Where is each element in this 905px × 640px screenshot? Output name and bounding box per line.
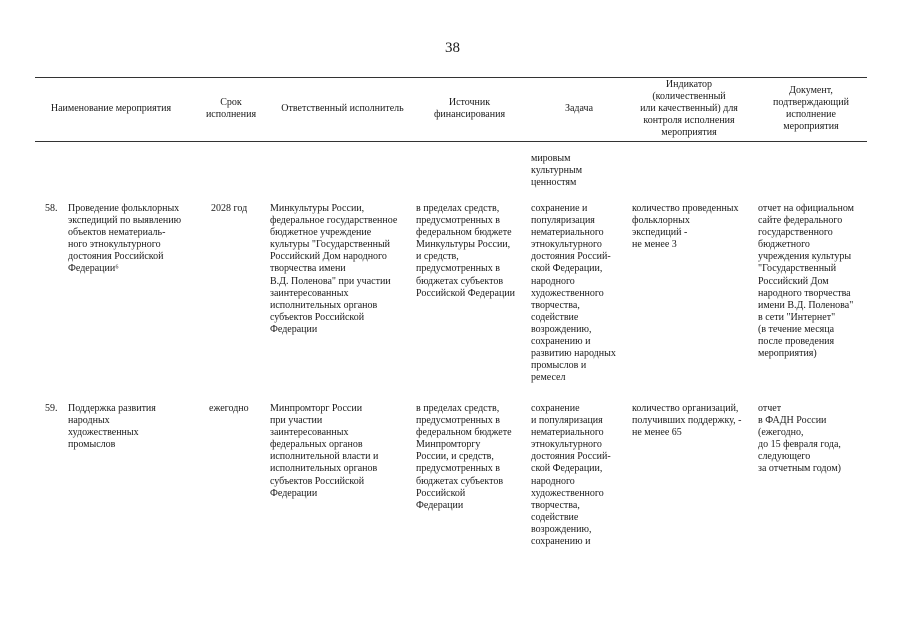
row-term: ежегодно: [209, 403, 249, 414]
table-header-rule: [35, 141, 867, 142]
row-executor: Минпромторг России при участии заинтересованных федеральных органов исполнительной власти и исполнительных органов субъектов Российской Федерации: [270, 403, 379, 499]
row-task: сохранение и популяризация нематериального этнокультурного достояния Россий- ской Федерации, народного художественного творчества, содействие возрождению, сохранению и развитию народных промыслов и ремесел: [531, 203, 616, 384]
row-name: Поддержка развития народных художественных промыслов: [68, 403, 156, 451]
continuation-task: мировым культурным ценностям: [531, 153, 583, 189]
row-term: 2028 год: [211, 203, 248, 214]
header-term: Срок исполнения: [205, 97, 257, 120]
header-executor: Ответственный исполнитель: [281, 103, 404, 114]
row-indicator: количество проведенных фольклорных экспедиций - не менее 3: [632, 203, 739, 251]
row-funding: в пределах средств, предусмотренных в федеральном бюджете Минпромторгу России, и средств, предусмотренных в бюджетах субъектов Российской Федерации: [416, 403, 512, 511]
row-number: 58.: [45, 203, 58, 214]
row-funding: в пределах средств, предусмотренных в федеральном бюджете Минкультуры России, и средств, предусмотренных в бюджетах субъектов Российской Федерации: [416, 203, 516, 299]
header-document: Документ, подтверждающий исполнение мероприятия: [773, 85, 849, 132]
table-top-rule: [35, 77, 867, 78]
row-indicator: количество организаций, получивших поддержку, - не менее 65: [632, 403, 742, 439]
header-name: Наименование мероприятия: [50, 103, 172, 114]
row-document: отчет на официальном сайте федерального государственного бюджетного учреждения культуры "Государственный Российский Дом народного творчества имени В.Д. Поленова" в сети "Интернет" (в течение месяца после проведения мероприятия): [758, 203, 854, 360]
header-task: Задача: [564, 103, 594, 114]
row-executor: Минкультуры России, федеральное государственное бюджетное учреждение культуры "Государственный Российский Дом народного творчества имени В.Д. Поленова" при участии заинтересованных исполнительных органов субъектов Российской Федерации: [270, 203, 398, 335]
header-indicator: Индикатор (количественный или качественный) для контроля исполнения мероприятия: [640, 79, 738, 138]
row-name: Проведение фольклорных экспедиций по выявлению объектов нематериаль- ного этнокультурного достояния Российской Федерации⁶: [68, 203, 182, 275]
page-number: 38: [445, 40, 460, 56]
row-document: отчет в ФАДН России (ежегодно, до 15 февраля года, следующего за отчетным годом): [758, 403, 841, 475]
row-number: 59.: [45, 403, 58, 414]
row-task: сохранение и популяризация нематериального этнокультурного достояния Россий- ской Федерации, народного художественного творчества, содействие возрождению, сохранению и: [531, 403, 611, 548]
header-funding: Источник финансирования: [433, 97, 506, 120]
